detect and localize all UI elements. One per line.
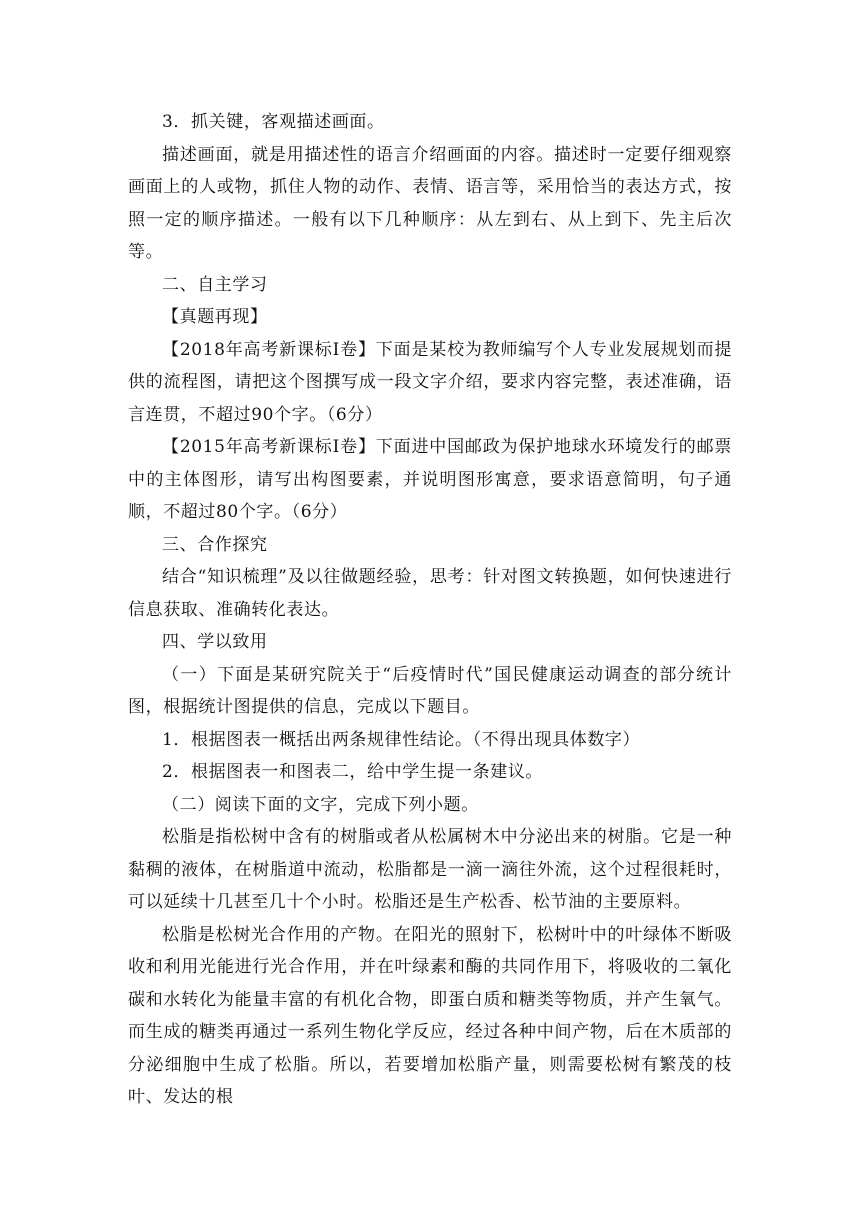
heading-past-exam: 【真题再现】 bbox=[162, 307, 268, 327]
heading-apply-learning: 四、学以致用 bbox=[162, 632, 268, 652]
question-2015: 【2015年高考新课标Ⅰ卷】下面进中国邮政为保护地球水环境发行的邮票中的主体图形，请写出构图要素，并说明图形寓意，要求语意简明，句子通顺，不超过80个字。（6分） bbox=[128, 437, 732, 522]
section-point-3: 3．抓关键，客观描述画面。 bbox=[162, 112, 385, 132]
question-2018: 【2018年高考新课标Ⅰ卷】下面是某校为教师编写个人专业发展规划而提供的流程图，请把这个图撰写成一段文字介绍，要求内容完整，表述准确，语言连贯，不超过90个字。（6分） bbox=[128, 339, 732, 425]
paragraph-describe-picture: 描述画面，就是用描述性的语言介绍画面的内容。描述时一定要仔细观察画面上的人或物，抓住人物的动作、表情、语言等，采用恰当的表达方式，按照一定的顺序描述。一般有以下几种顺序：从左到右、从上到下、先主后次等。 bbox=[128, 144, 732, 262]
document-body bbox=[128, 106, 732, 1114]
exercise-2-intro: （二）阅读下面的文字，完成下列小题。 bbox=[162, 794, 479, 815]
heading-self-study: 二、自主学习 bbox=[162, 274, 268, 295]
exercise-1-question-1: 1．根据图表一概括出两条规律性结论。（不得出现具体数字） bbox=[162, 729, 641, 750]
reading-paragraph-2: 松脂是松树光合作用的产物。在阳光的照射下，松树叶中的叶绿体不断吸收和利用光能进行光合作用，并在叶绿素和酶的共同作用下，将吸收的二氧化碳和水转化为能量丰富的有机化合物，即蛋白质和糖类等物质，并产生氧气。而生成的糖类再通过一系列生物化学反应，经过各种中间产物，后在木质部的分泌细胞中生成了松脂。所以，若要增加松脂产量，则需要松树有繁茂的枝叶、发达的根 bbox=[128, 924, 732, 1107]
heading-cooperative-inquiry: 三、合作探究 bbox=[162, 534, 268, 555]
exercise-1-question-2: 2．根据图表一和图表二，给中学生提一条建议。 bbox=[162, 762, 544, 782]
paragraph-inquiry-prompt: 结合“知识梳理”及以往做题经验，思考：针对图文转换题，如何快速进行信息获取、准确转化表达。 bbox=[128, 567, 732, 620]
exercise-1-intro: （一）下面是某研究院关于“后疫情时代”国民健康运动调查的部分统计图，根据统计图提供的信息，完成以下题目。 bbox=[128, 664, 732, 717]
reading-paragraph-1: 松脂是指松树中含有的树脂或者从松属树木中分泌出来的树脂。它是一种黏稠的液体，在树脂道中流动，松脂都是一滴一滴往外流，这个过程很耗时，可以延续十几甚至几十个小时。松脂还是生产松香、松节油的主要原料。 bbox=[128, 827, 732, 912]
